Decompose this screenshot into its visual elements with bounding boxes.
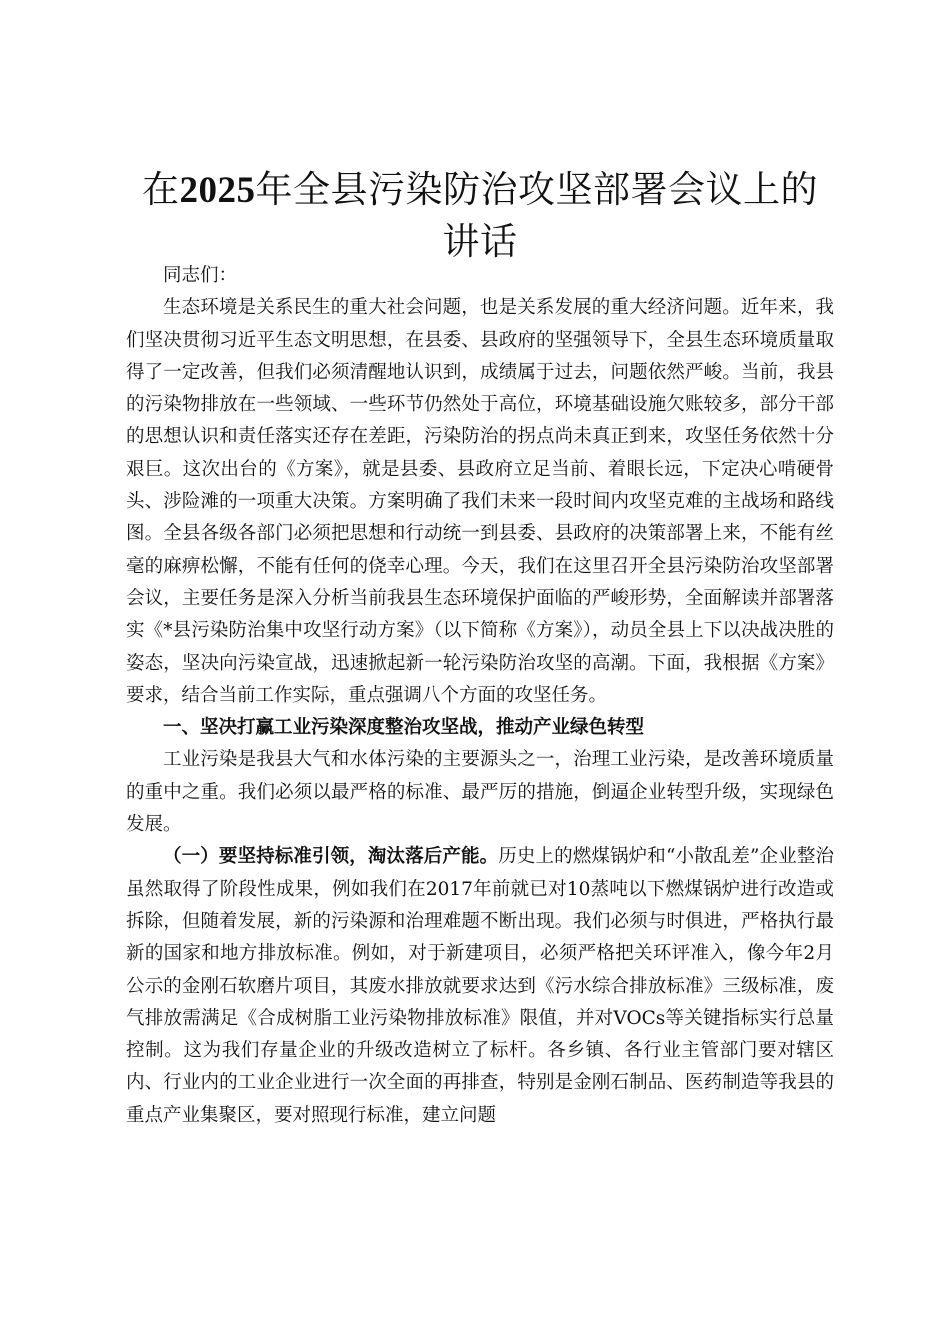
subsection-1-text: 历史上的燃煤锅炉和“小散乱差”企业整治虽然取得了阶段性成果，例如我们在2017年前就已对10蒸吨以下燃煤锅炉进行改造或拆除，但随着发展，新的污染源和治理难题不断出现。我们必须与时俱进，严格执行最新的国家和地方排放标准。例如，对于新建项目，必须严格把关环评准入，像今年2月公示的金刚石软磨片项目，其废水排放就要求达到《污水综合排放标准》三级标准，废气排放需满足《合成树脂工业污染物排放标准》限值，并对VOCs等关键指标实行总量控制。这为我们存量企业的升级改造树立了标杆。各乡镇、各行业主管部门要对辖区内、行业内的工业企业进行一次全面的再排查，特别是金刚石制品、医药制造等我县的重点产业集聚区，要对照现行标准，建立问题 [126,846,834,1126]
document-body [126,260,834,1132]
subsection-1-lead: （一）要坚持标准引领，淘汰落后产能。 [163,846,499,868]
title-rest: 年全县污染防治攻坚部署会议上的讲话 [255,168,818,263]
section-heading-1: 一、坚决打赢工业污染深度整治攻坚战，推动产业绿色转型 [163,717,645,739]
document-title [126,164,834,267]
salutation: 同志们： [163,265,238,286]
title-year: 2025 [179,170,256,211]
title-prefix: 在 [142,168,180,211]
paragraph-intro: 生态环境是关系民生的重大社会问题，也是关系发展的重大经济问题。近年来，我们坚决贯彻习近平生态文明思想，在县委、县政府的坚强领导下，全县生态环境质量取得了一定改善，但我们必须清醒地认识到，成绩属于过去，问题依然严峻。当前，我县的污染物排放在一些领域、一些环节仍然处于高位，环境基础设施欠账较多，部分干部的思想认识和责任落实还存在差距，污染防治的拐点尚未真正到来，攻坚任务依然十分艰巨。这次出台的《方案》，就是县委、县政府立足当前、着眼长远，下定决心啃硬骨头、涉险滩的一项重大决策。方案明确了我们未来一段时间内攻坚克难的主战场和路线图。全县各级各部门必须把思想和行动统一到县委、县政府的决策部署上来，不能有丝毫的麻痹松懈，不能有任何的侥幸心理。今天，我们在这里召开全县污染防治攻坚部署会议，主要任务是深入分析当前我县生态环境保护面临的严峻形势，全面解读并部署落实《*县污染防治集中攻坚行动方案》（以下简称《方案》），动员全县上下以决战决胜的姿态，坚决向污染宣战，迅速掀起新一轮污染防治攻坚的高潮。下面，我根据《方案》要求，结合当前工作实际，重点强调八个方面的攻坚任务。 [126,297,834,706]
paragraph-section-1: 工业污染是我县大气和水体污染的主要源头之一，治理工业污染，是改善环境质量的重中之重。我们必须以最严格的标准、最严厉的措施，倒逼企业转型升级，实现绿色发展。 [126,749,834,836]
paragraph-subsection-1 [126,841,834,1132]
